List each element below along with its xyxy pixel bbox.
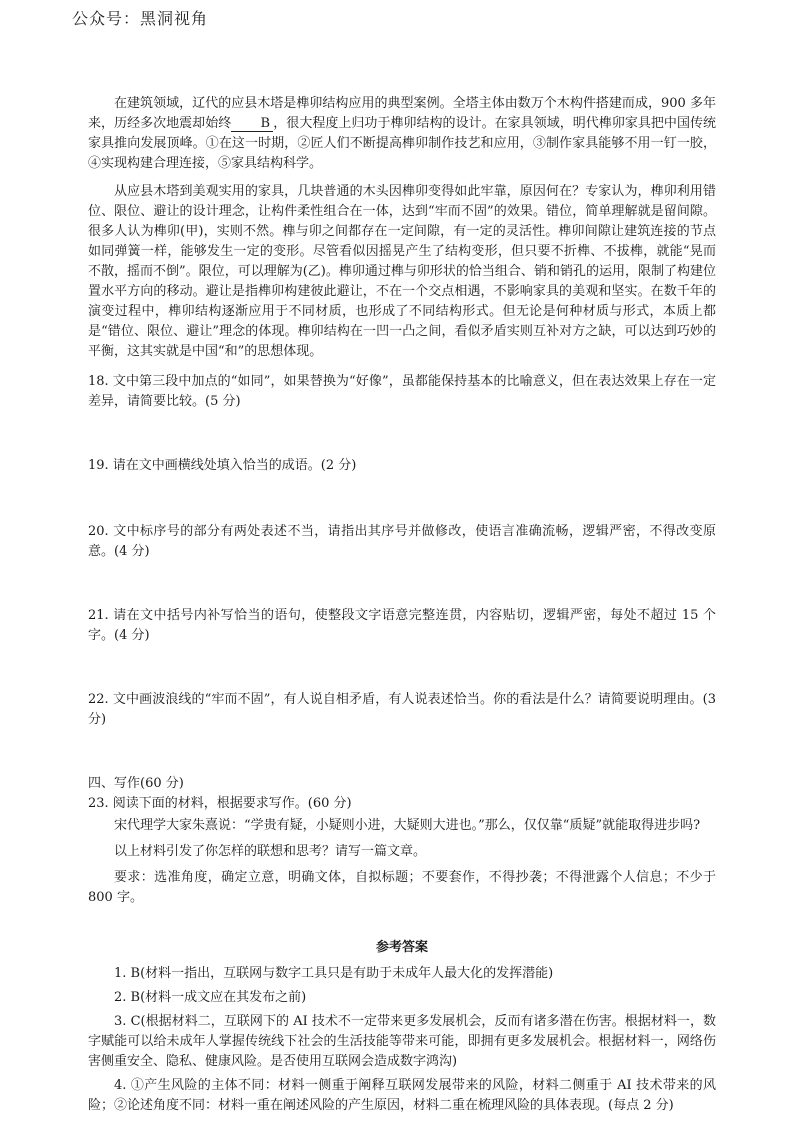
writing-requirements: 要求：选准角度，确定立意，明确文体，自拟标题；不要套作，不得抄袭；不得泄露个人信息；不少于 800 字。 <box>88 870 716 905</box>
passage-p1-start: 在建筑领域，辽代的应县木塔是榫卯结构应用的典型案例。全塔主体由数万个木构件搭建而成，900 多年来，历经多次地震却始终 <box>88 96 716 131</box>
question-22: 22. 文中画波浪线的“牢而不固”，有人说自相矛盾，有人说表述恰当。你的看法是什么？请简要说明理由。(3 分) <box>88 692 716 727</box>
question-21: 21. 请在文中括号内补写恰当的语句，使整段文字语意完整连贯，内容贴切，逻辑严密，每处不超过 15 个字。(4 分) <box>88 608 716 643</box>
answer-item: 3. C(根据材料二，互联网下的 AI 技术不一定带来更多发展机会，反而有诸多潜在伤害。根据材料一，数字赋能可以给未成年人掌握传统线下社会的生活技能等带来可能，即拥有更多发展机会。根据材料一，网络伤害侧重安全、隐私、健康风险。是否使用互联网会造成数字鸿沟) <box>88 1014 716 1069</box>
passage-paragraph-2: 从应县木塔到美观实用的家具，几块普通的木头因榫卯变得如此牢靠，原因何在？专家认为，榫卯利用错位、限位、避让的设计理念，让构件柔性组合在一体，达到“牢而不固”的效果。错位，简单理解就是留间隙。很多人认为榫卯(甲)，实则不然。榫与卯之间都存在一定间隙，有一定的灵活性。榫卯间隙让建筑连接的节点如同弹簧一样，能够发生一定的变形。尽管看似因摇晃产生了结构变形，但只要不折榫、不拔榫，就能“晃而不散，摇而不倒”。限位，可以理解为(乙)。榫卯通过榫与卯形状的恰当组合、销和销孔的运用，限制了构建位置水平方向的移动。避让是指榫卯构建彼此避让，不在一个交点相遇，不影响家具的美观和坚实。在数千年的演变过程中，榫卯结构逐渐应用于不同材质，也形成了不同结构形式。但无论是何种材质与形式，本质上都是“错位、限位、避让”理念的体现。榫卯结构在一凹一凸之间，看似矛盾实则互补对方之缺，可以达到巧妙的平衡，这其实就是中国“和”的思想体现。 <box>88 184 716 359</box>
answer-key-title: 参考答案 <box>375 940 428 955</box>
question-19: 19. 请在文中画横线处填入恰当的成语。(2 分) <box>88 458 357 473</box>
fill-blank: B <box>231 116 273 132</box>
document-body <box>88 94 716 1120</box>
question-20: 20. 文中标序号的部分有两处表述不当，请指出其序号并做修改，使语言准确流畅，逻辑严密，不得改变原意。(4 分) <box>88 524 716 559</box>
writing-material: 宋代理学大家朱熹说：“学贵有疑，小疑则小进，大疑则大进也。”那么，仅仅靠“质疑”就能取得进步吗? <box>114 818 701 833</box>
writing-prompt: 以上材料引发了你怎样的联想和思考？请写一篇文章。 <box>114 844 427 859</box>
answer-item: 4. ①产生风险的主体不同：材料一侧重于阐释互联网发展带来的风险，材料二侧重于 AI 技术带来的风险；②论述角度不同：材料一重在阐述风险的产生原因，材料二重在梳理风险的具体表现。(每点 2 分) <box>88 1078 716 1113</box>
question-18: 18. 文中第三段中加点的“如同”，如果替换为“好像”，虽都能保持基本的比喻意义，但在表达效果上存在一定差异，请简要比较。(5 分) <box>88 374 716 409</box>
writing-section-heading: 四、写作(60 分) <box>88 776 184 791</box>
answer-item: 1. B(材料一指出，互联网与数字工具只是有助于未成年人最大化的发挥潜能) <box>114 966 554 981</box>
passage-p1-end: ，很大程度上归功于榫卯结构的设计。在家具领域，明代榫卯家具把中国传统家具推向发展顶峰。①在这一时期，②匠人们不断提高榫卯制作技艺和应用，③制作家具能够不用一钉一胶，④实现构建合理连接，⑤家具结构科学。 <box>88 116 716 171</box>
answer-item: 2. B(材料一成文应在其发布之前) <box>114 990 307 1005</box>
passage-paragraph-1 <box>88 94 716 174</box>
question-23: 23. 阅读下面的材料，根据要求写作。(60 分) <box>88 796 352 811</box>
watermark-text: 公众号：黑洞视角 <box>72 9 209 28</box>
